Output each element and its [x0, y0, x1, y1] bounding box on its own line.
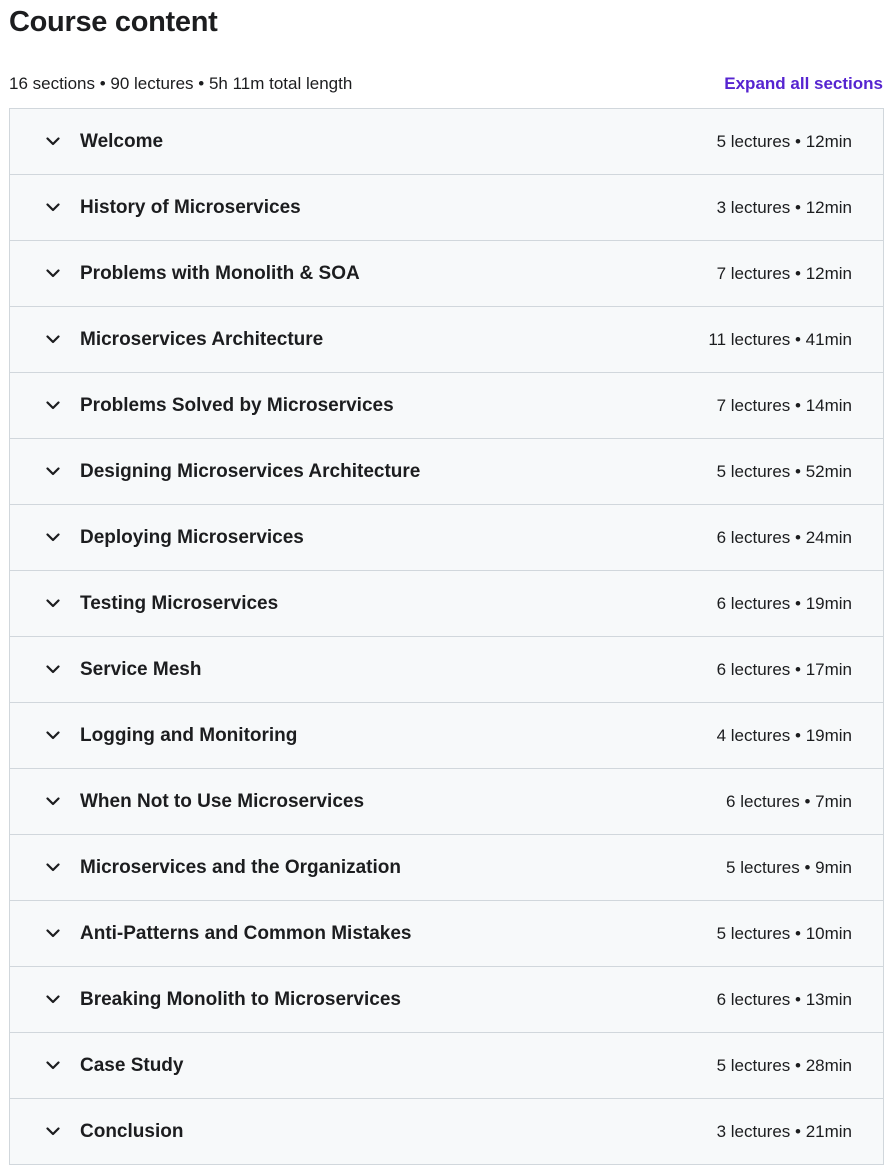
section-title: Designing Microservices Architecture [80, 460, 421, 482]
section-title: History of Microservices [80, 196, 301, 218]
section-title: Service Mesh [80, 658, 202, 680]
section-meta: 3 lectures • 21min [716, 1121, 852, 1141]
section-meta: 7 lectures • 12min [716, 263, 852, 283]
section-title: When Not to Use Microservices [80, 790, 365, 812]
section-title: Microservices and the Organization [80, 856, 401, 878]
section-meta: 11 lectures • 41min [708, 329, 852, 349]
section-meta: 7 lectures • 14min [716, 395, 852, 415]
chevron-down-icon[interactable] [44, 859, 62, 877]
section-row-5[interactable] [10, 373, 883, 439]
chevron-down-icon[interactable] [44, 529, 62, 547]
section-row-15[interactable] [10, 1033, 883, 1099]
chevron-down-icon[interactable] [44, 595, 62, 613]
section-meta: 6 lectures • 7min [726, 791, 852, 811]
section-meta: 6 lectures • 17min [716, 659, 852, 679]
section-meta: 3 lectures • 12min [716, 197, 852, 217]
section-row-14[interactable] [10, 967, 883, 1033]
chevron-down-icon[interactable] [44, 331, 62, 349]
section-title: Anti-Patterns and Common Mistakes [80, 922, 412, 944]
section-row-4[interactable] [10, 307, 883, 373]
section-row-2[interactable] [10, 175, 883, 241]
section-meta: 6 lectures • 24min [716, 527, 852, 547]
section-title: Deploying Microservices [80, 526, 304, 548]
section-meta: 5 lectures • 10min [716, 923, 852, 943]
chevron-down-icon[interactable] [44, 1123, 62, 1141]
section-title: Case Study [80, 1054, 184, 1076]
chevron-down-icon[interactable] [44, 661, 62, 679]
expand-all-sections-button[interactable]: Expand all sections [724, 74, 883, 93]
section-meta: 5 lectures • 28min [716, 1055, 852, 1075]
section-meta: 5 lectures • 9min [726, 857, 852, 877]
section-meta: 5 lectures • 12min [716, 131, 852, 151]
chevron-down-icon[interactable] [44, 793, 62, 811]
section-row-12[interactable] [10, 835, 883, 901]
section-row-9[interactable] [10, 637, 883, 703]
chevron-down-icon[interactable] [44, 991, 62, 1009]
section-row-7[interactable] [10, 505, 883, 571]
page-title: Course content [9, 6, 218, 38]
section-meta: 4 lectures • 19min [716, 725, 852, 745]
section-row-13[interactable] [10, 901, 883, 967]
section-row-8[interactable] [10, 571, 883, 637]
section-row-6[interactable] [10, 439, 883, 505]
section-row-16[interactable] [10, 1099, 883, 1165]
section-meta: 5 lectures • 52min [716, 461, 852, 481]
chevron-down-icon[interactable] [44, 199, 62, 217]
sections-accordion [9, 108, 884, 1165]
section-title: Testing Microservices [80, 592, 279, 614]
chevron-down-icon[interactable] [44, 265, 62, 283]
section-title: Problems Solved by Microservices [80, 394, 394, 416]
section-meta: 6 lectures • 13min [716, 989, 852, 1009]
section-row-1[interactable] [10, 109, 883, 175]
section-row-3[interactable] [10, 241, 883, 307]
course-summary: 16 sections • 90 lectures • 5h 11m total length [9, 74, 353, 93]
section-title: Logging and Monitoring [80, 724, 298, 746]
chevron-down-icon[interactable] [44, 463, 62, 481]
section-title: Breaking Monolith to Microservices [80, 988, 401, 1010]
course-summary-row [9, 71, 883, 97]
section-meta: 6 lectures • 19min [716, 593, 852, 613]
section-row-10[interactable] [10, 703, 883, 769]
section-title: Problems with Monolith & SOA [80, 262, 360, 284]
chevron-down-icon[interactable] [44, 727, 62, 745]
chevron-down-icon[interactable] [44, 133, 62, 151]
chevron-down-icon[interactable] [44, 1057, 62, 1075]
section-title: Welcome [80, 130, 164, 152]
chevron-down-icon[interactable] [44, 925, 62, 943]
section-title: Microservices Architecture [80, 328, 324, 350]
section-row-11[interactable] [10, 769, 883, 835]
section-title: Conclusion [80, 1120, 184, 1142]
chevron-down-icon[interactable] [44, 397, 62, 415]
